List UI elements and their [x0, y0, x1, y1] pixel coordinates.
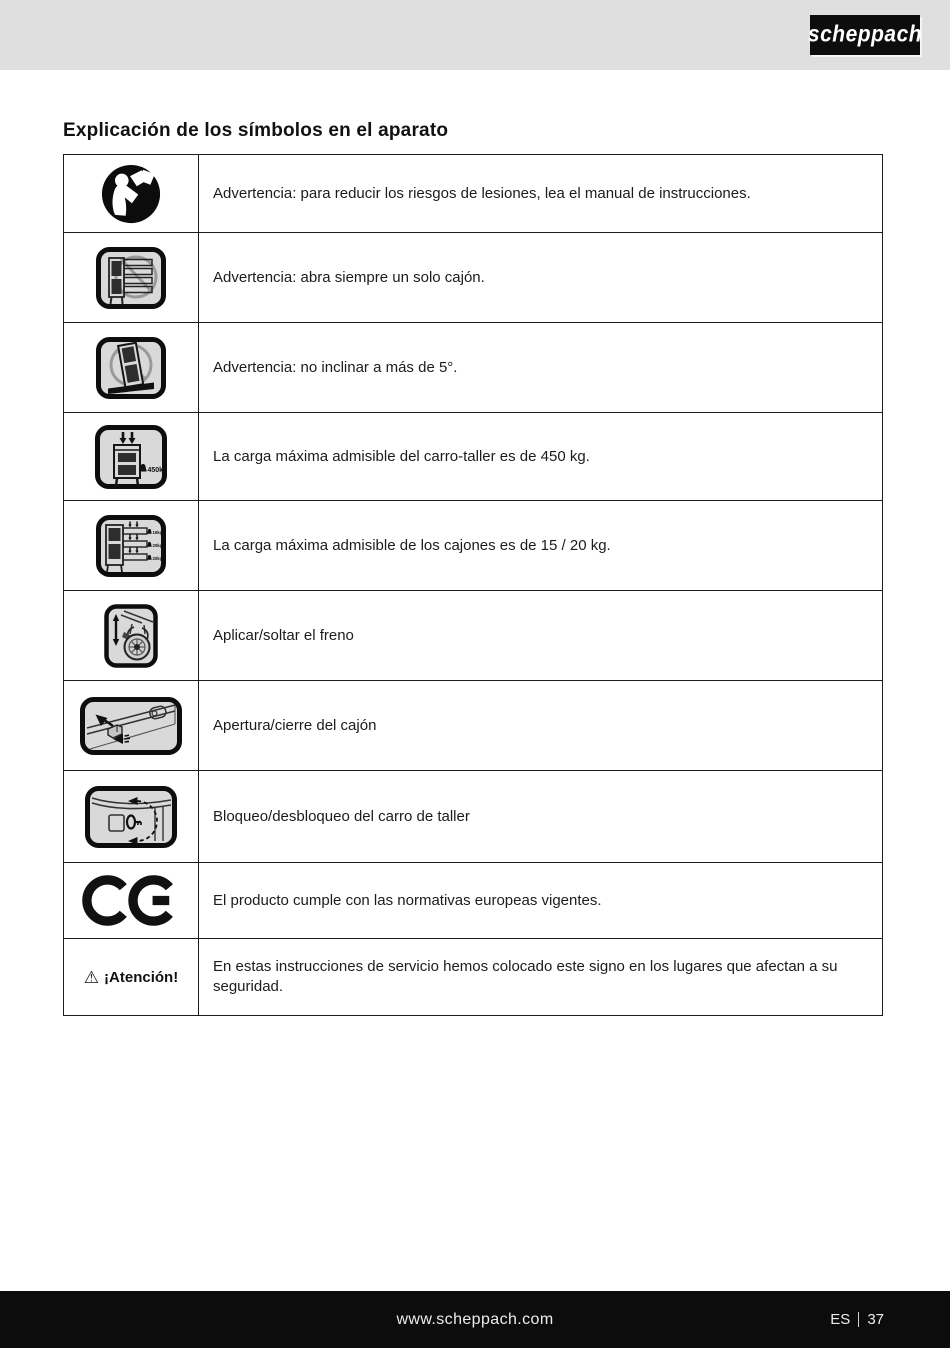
table-row	[64, 771, 882, 863]
symbol-cell	[64, 323, 199, 412]
symbol-description: Advertencia: abra siempre un solo cajón.	[213, 268, 485, 286]
table-row	[64, 501, 882, 591]
drawer-load-label-3: 20kg	[152, 555, 163, 561]
symbol-cell	[64, 939, 199, 1015]
ce-mark-icon	[81, 875, 181, 926]
table-row	[64, 939, 882, 1015]
description-cell	[199, 681, 882, 770]
symbol-description: Aplicar/soltar el freno	[213, 626, 354, 644]
table-row	[64, 591, 882, 681]
symbol-description: Bloqueo/desbloqueo del carro de taller	[213, 807, 470, 825]
symbol-cell	[64, 501, 199, 590]
symbol-description: La carga máxima admisible de los cajones es de 15 / 20 kg.	[213, 536, 611, 554]
cart-max-load-icon	[95, 425, 167, 489]
drawer-max-load-icon	[96, 515, 166, 577]
symbol-cell	[64, 771, 199, 862]
brake-icon	[104, 604, 158, 668]
drawer-load-label-1: 15kg	[152, 529, 163, 535]
description-cell	[199, 155, 882, 232]
warning-triangle-icon: ⚠	[83, 967, 100, 987]
read-manual-icon	[100, 163, 162, 225]
symbol-description: Advertencia: no inclinar a más de 5°.	[213, 358, 458, 376]
symbol-cell	[64, 591, 199, 680]
footer-page-indicator	[830, 1291, 884, 1348]
table-row	[64, 681, 882, 771]
footer-language: ES	[830, 1311, 851, 1328]
symbol-description: En estas instrucciones de servicio hemos colocado este signo en los lugares que afectan a su seguridad.	[213, 958, 838, 995]
symbol-cell	[64, 863, 199, 938]
description-cell	[199, 501, 882, 590]
table-row	[64, 863, 882, 939]
scheppach-logo-text: scheppach	[807, 21, 923, 48]
description-cell	[199, 323, 882, 412]
footer-website: www.scheppach.com	[396, 1310, 554, 1328]
open-single-drawer-icon	[96, 247, 166, 309]
symbol-cell	[64, 681, 199, 770]
description-cell	[199, 233, 882, 322]
scheppach-logo	[807, 15, 923, 55]
page-footer	[0, 1291, 950, 1348]
page-title: Explicación de los símbolos en el aparato	[63, 119, 449, 141]
symbol-cell	[64, 155, 199, 232]
cart-load-label: 450kg	[147, 466, 167, 474]
footer-page-number: 37	[867, 1311, 884, 1328]
symbol-description: Advertencia: para reducir los riesgos de lesiones, lea el manual de instrucciones.	[213, 184, 751, 202]
symbol-cell	[64, 413, 199, 500]
symbol-description: El producto cumple con las normativas europeas vigentes.	[213, 891, 602, 909]
attention-label-group	[84, 969, 178, 986]
symbols-table	[63, 154, 883, 1016]
description-cell	[199, 413, 882, 500]
symbol-description: Apertura/cierre del cajón	[213, 716, 377, 734]
drawer-open-close-icon	[80, 697, 182, 755]
table-row	[64, 233, 882, 323]
table-row	[64, 323, 882, 413]
table-row	[64, 155, 882, 233]
lock-unlock-icon	[85, 786, 177, 848]
description-cell	[199, 863, 882, 938]
attention-label: ¡Atención!	[104, 968, 179, 986]
description-cell	[199, 591, 882, 680]
no-tilt-icon	[96, 337, 166, 399]
table-row	[64, 413, 882, 501]
drawer-load-label-2: 20kg	[152, 542, 163, 548]
symbol-description: La carga máxima admisible del carro-taller es de 450 kg.	[213, 447, 590, 465]
footer-divider	[858, 1312, 859, 1327]
page-header	[0, 0, 950, 70]
description-cell	[199, 771, 882, 862]
description-cell	[199, 939, 882, 1015]
symbol-cell	[64, 233, 199, 322]
